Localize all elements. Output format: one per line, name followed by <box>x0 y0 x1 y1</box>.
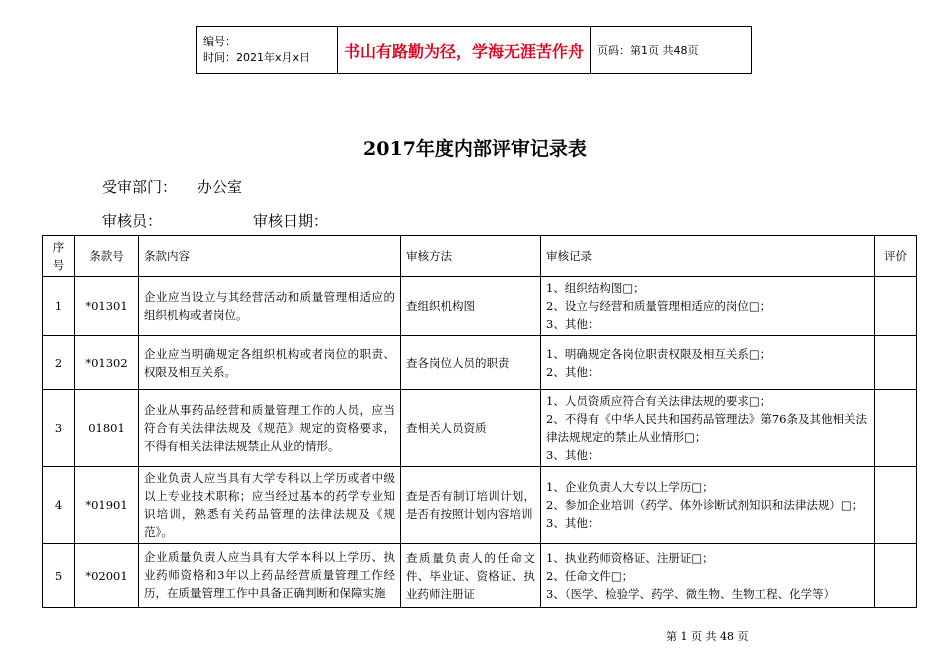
record-line: 2、任命文件□； <box>546 568 634 583</box>
row-eval <box>875 467 917 544</box>
col-header-method: 审核方法 <box>401 236 541 277</box>
document-header <box>196 26 752 74</box>
col-header-record: 审核记录 <box>541 236 875 277</box>
record-line: 1、人员资质应符合有关法律法规的要求□； <box>546 394 772 408</box>
table-row <box>43 336 917 390</box>
row-method: 查相关人员资质 <box>401 390 541 467</box>
record-line: 1、企业负责人大专以上学历□； <box>546 480 714 494</box>
row-content: 企业从事药品经营和质量管理工作的人员，应当符合有关法律法规及《规范》规定的资格要求，不得有相关法律法规禁止从业的情形。 <box>139 390 401 467</box>
row-eval <box>875 277 917 336</box>
row-no: 4 <box>43 467 75 544</box>
page-footer: 第 1 页 共 48 页 <box>666 630 749 643</box>
row-clause: 01801 <box>75 390 139 467</box>
row-method: 查质量负责人的任命文件、毕业证、资格证、执业药师注册证 <box>401 544 541 608</box>
dept-label: 受审部门： <box>102 178 178 196</box>
record-line: 1、明确规定各岗位职责权限及相互关系□； <box>546 346 772 361</box>
row-content: 企业应当明确规定各组织机构或者岗位的职责、权限及相互关系。 <box>139 336 401 390</box>
record-line: 3、其他： <box>546 317 600 331</box>
audit-date-label: 审核日期： <box>253 212 329 230</box>
row-record <box>541 544 875 608</box>
audit-table <box>42 235 917 608</box>
row-record <box>541 390 875 467</box>
document-number-label: 编号： <box>203 35 236 48</box>
record-line: 3、其他： <box>546 516 600 530</box>
row-clause: *01301 <box>75 277 139 336</box>
header-page-info: 页码：第1页 共48页 <box>591 27 752 74</box>
col-header-content: 条款内容 <box>139 236 401 277</box>
record-line: 2、设立与经营和质量管理相适应的岗位□； <box>546 299 772 313</box>
row-no: 1 <box>43 277 75 336</box>
row-record <box>541 277 875 336</box>
row-method: 查各岗位人员的职责 <box>401 336 541 390</box>
page-title: 2017年度内部评审记录表 <box>363 138 587 160</box>
row-method: 查组织机构图 <box>401 277 541 336</box>
row-clause: *02001 <box>75 544 139 608</box>
row-eval <box>875 544 917 608</box>
row-eval <box>875 336 917 390</box>
table-row <box>43 467 917 544</box>
col-header-clause: 条款号 <box>75 236 139 277</box>
row-no: 3 <box>43 390 75 467</box>
row-content: 企业负责人应当具有大学专科以上学历或者中级以上专业技术职称；应当经过基本的药学专业知识培训，熟悉有关药品管理的法律法规及《规范》。 <box>139 467 401 544</box>
record-line: 2、不得有《中华人民共和国药品管理法》第76条及其他相关法律法规规定的禁止从业情形□； <box>546 412 867 444</box>
dept-value: 办公室 <box>197 178 243 196</box>
row-no: 2 <box>43 336 75 390</box>
row-eval <box>875 390 917 467</box>
row-method: 查是否有制订培训计划，是否有按照计划内容培训 <box>401 467 541 544</box>
table-row <box>43 277 917 336</box>
table-header-row <box>43 236 917 277</box>
record-line: 1、组织结构图□； <box>546 281 645 295</box>
record-line: 1、执业药师资格证、注册证□； <box>546 550 714 565</box>
row-content-text: 企业质量负责人应当具有大学本科以上学历、执业药师资格和3年以上药品经营质量管理工作经历，在质量管理工作中具备正确判断和保障实施 <box>144 549 395 600</box>
auditor-label: 审核员： <box>102 212 163 230</box>
record-line: 3、（医学、检验学、药学、微生物、生物工程、化学等） <box>546 586 836 601</box>
header-info-cell <box>197 27 338 74</box>
record-line: 3、其他： <box>546 448 600 462</box>
row-record <box>541 467 875 544</box>
document-time: 时间：2021年x月x日 <box>203 51 311 64</box>
col-header-no: 序号 <box>43 236 75 277</box>
table-row <box>43 390 917 467</box>
table-row <box>43 544 917 608</box>
col-header-eval: 评价 <box>875 236 917 277</box>
row-no: 5 <box>43 544 75 608</box>
record-line: 2、参加企业培训（药学、体外诊断试剂知识和法律法规）□； <box>546 498 864 512</box>
record-line: 2、其他： <box>546 364 600 379</box>
row-record <box>541 336 875 390</box>
row-clause: *01901 <box>75 467 139 544</box>
header-motto: 书山有路勤为径，学海无涯苦作舟 <box>338 27 591 74</box>
row-content <box>139 544 401 608</box>
row-content: 企业应当设立与其经营活动和质量管理相适应的组织机构或者岗位。 <box>139 277 401 336</box>
row-clause: *01302 <box>75 336 139 390</box>
